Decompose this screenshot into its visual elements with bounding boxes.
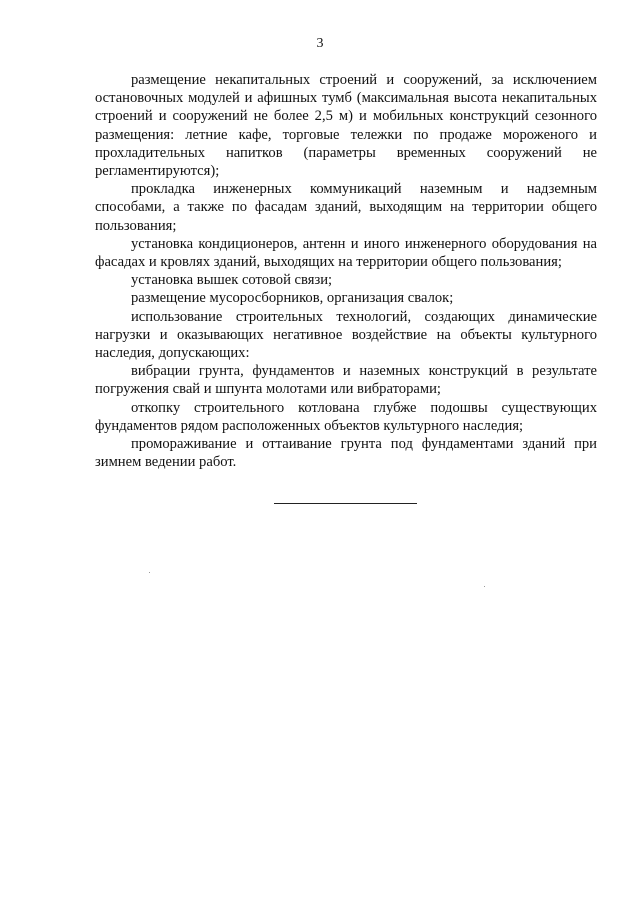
paragraph-construction-technologies: использование строительных технологий, создающих динамические нагрузки и оказывающих негативное воздействие на объекты культурного наследия, допускающих: <box>95 308 597 362</box>
paragraph-soil-vibration: вибрации грунта, фундаментов и наземных конструкций в результате погружения свай и шпунта молотами или вибраторами; <box>95 363 597 398</box>
paragraph-engineering-communications: прокладка инженерных коммуникаций наземным и надземным способами, а также по фасадам зданий, выходящим на территории общего пользования; <box>95 181 597 234</box>
paragraph-excavation: откопку строительного котлована глубже подошвы существующих фундаментов рядом расположенных объектов культурного наследия; <box>95 399 597 434</box>
scan-speck <box>149 572 150 573</box>
page-number: 3 <box>316 36 324 51</box>
end-separator-line <box>274 503 417 504</box>
scan-speck <box>484 586 485 587</box>
document-body <box>95 71 597 471</box>
paragraph-cell-towers: установка вышек сотовой связи; <box>131 272 333 289</box>
paragraph-air-conditioners-antennas: установка кондиционеров, антенн и иного инженерного оборудования на фасадах и кровлях зданий, выходящих на территории общего пользования; <box>95 235 597 271</box>
paragraph-freezing-thawing: промораживание и оттаивание грунта под фундаментами зданий при зимнем ведении работ. <box>95 436 597 471</box>
paragraph-waste-bins: размещение мусоросборников, организация свалок; <box>131 290 454 307</box>
paragraph-non-capital-structures: размещение некапитальных строений и сооружений, за исключением остановочных модулей и афишных тумб (максимальная высота некапитальных строений и сооружений не более 2,5 м) и мобильных конструкций сезонного размещения: летние кафе, торговые тележки по продаже мороженого и прохладительных напитков (параметры временных сооружений не регламентируются); <box>95 72 597 180</box>
